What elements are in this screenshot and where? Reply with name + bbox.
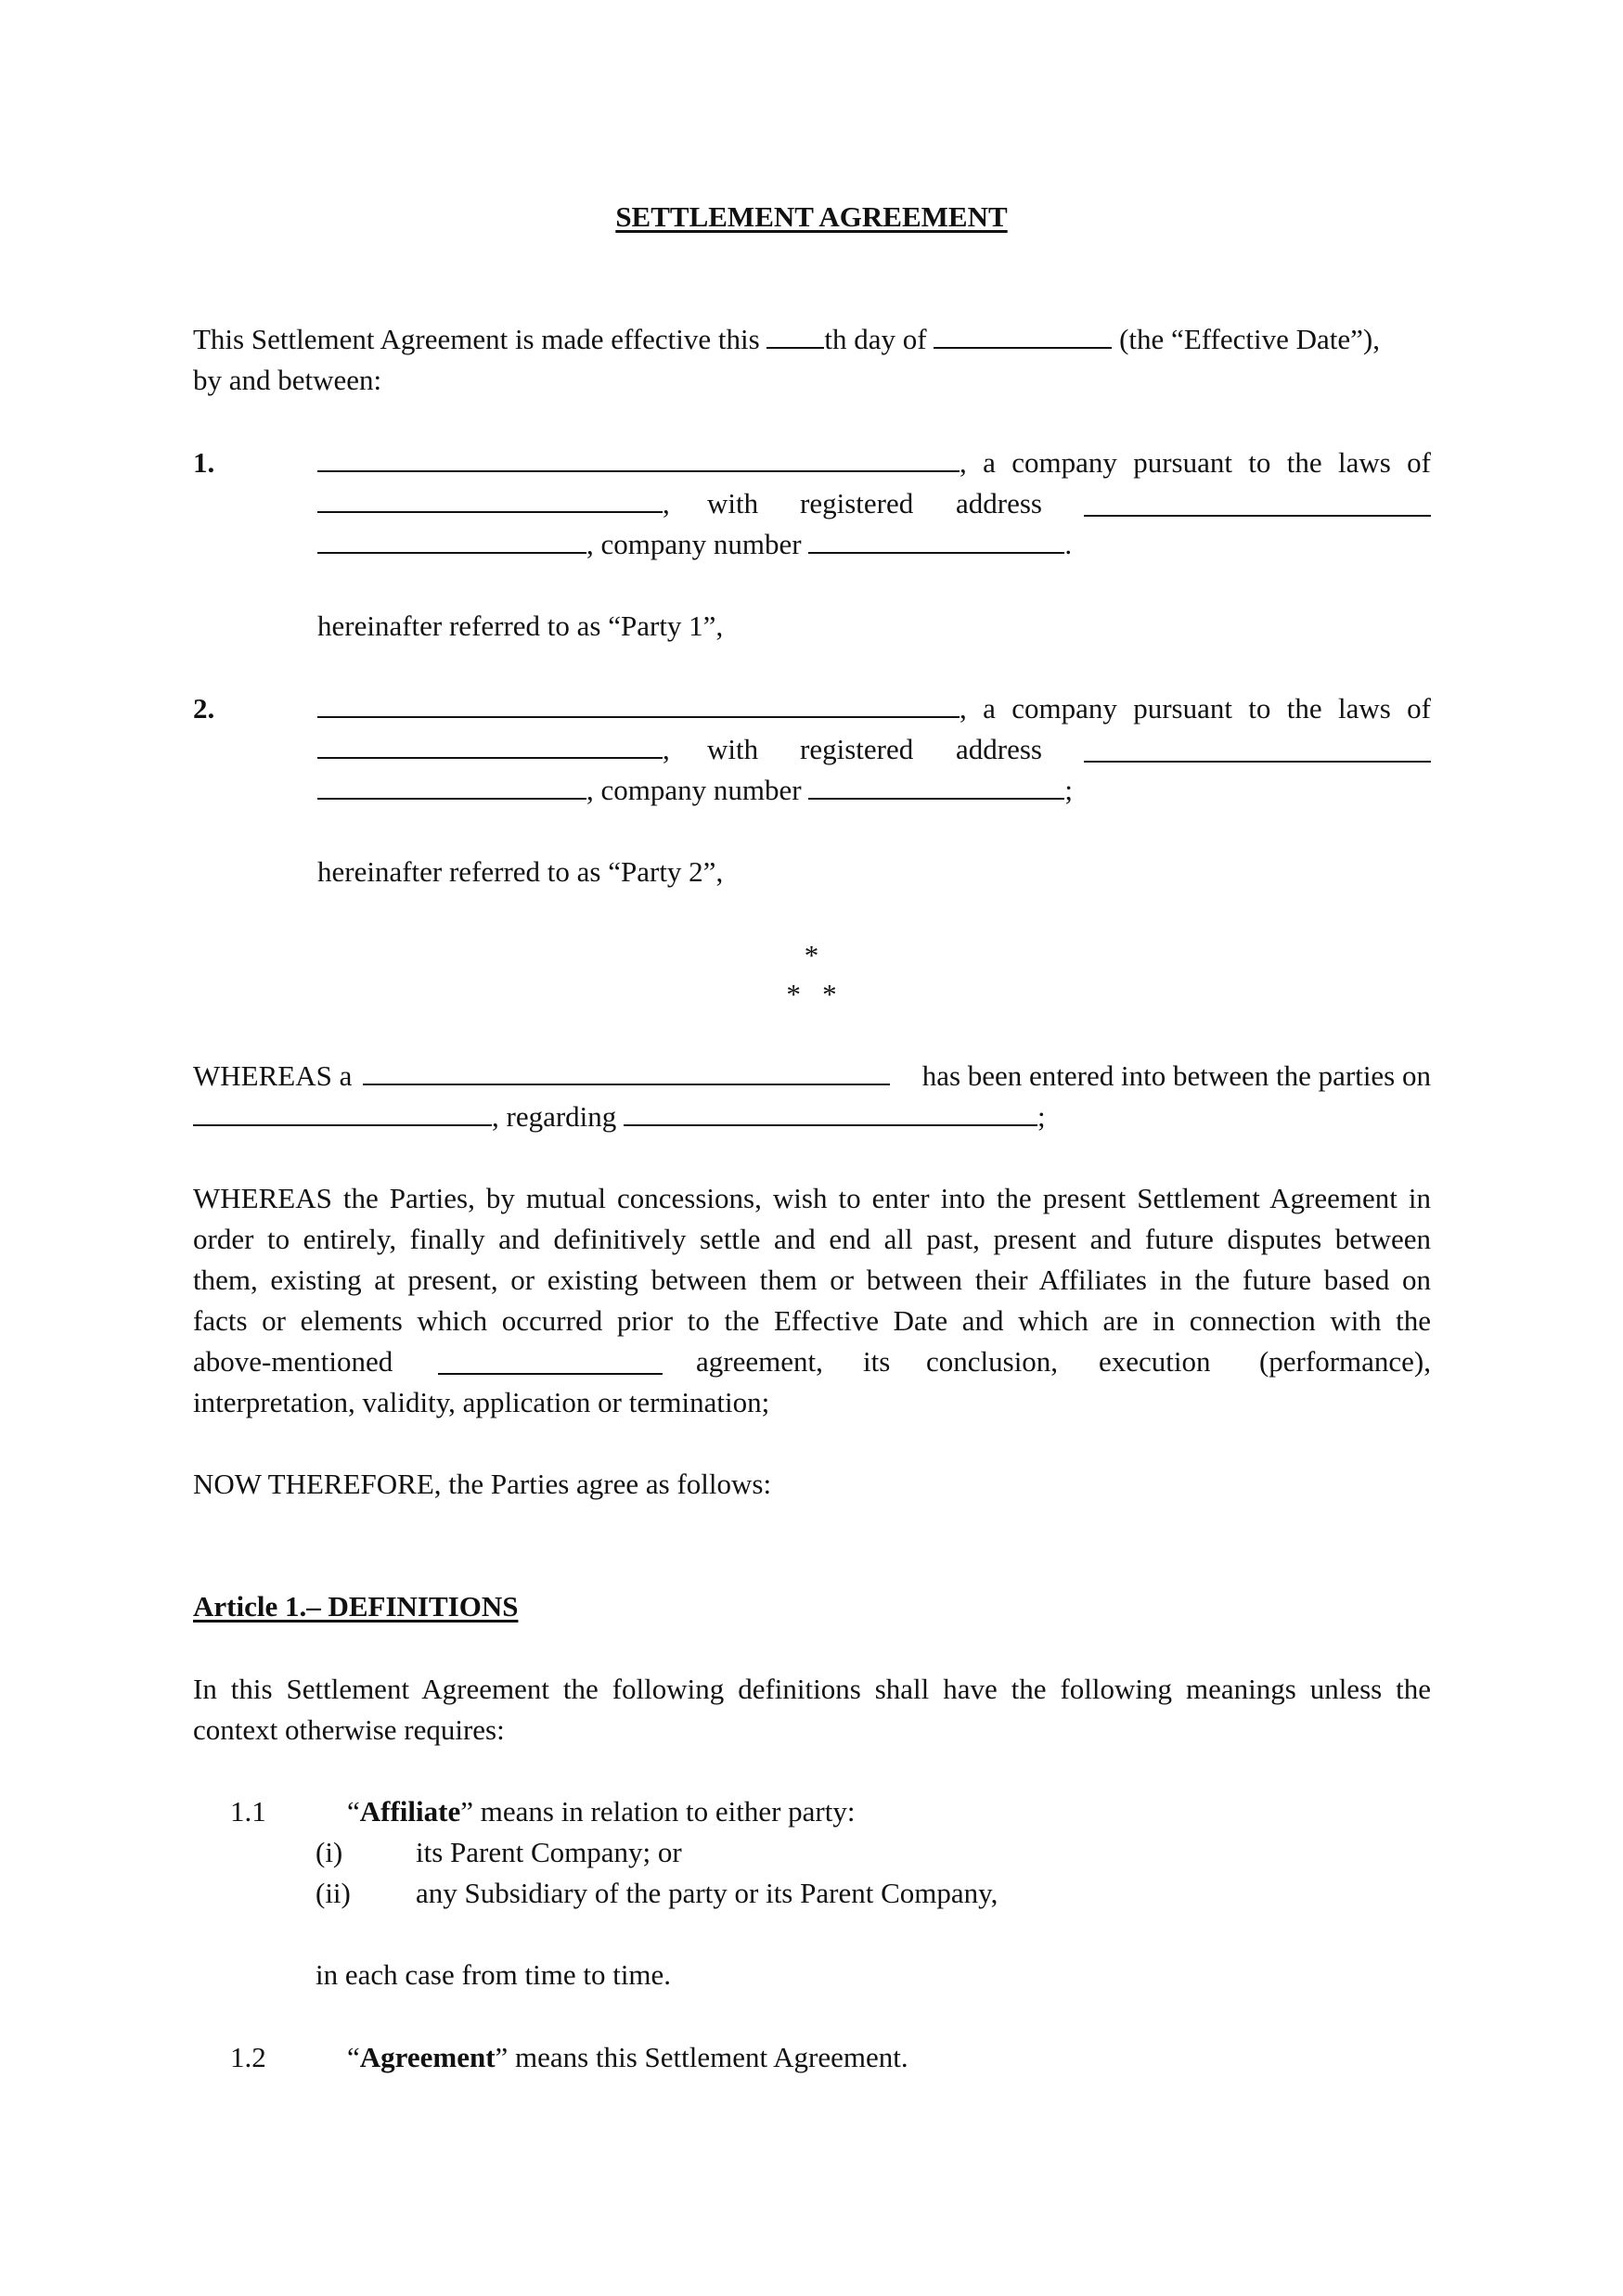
party1-address-blank-2[interactable] xyxy=(317,524,586,554)
party2-address-blank-2[interactable] xyxy=(317,770,586,800)
whereas2-line-5 xyxy=(193,1341,1431,1382)
party2-country-blank[interactable] xyxy=(317,729,663,759)
party1-country-blank[interactable] xyxy=(317,483,663,513)
whereas2-word-its: its xyxy=(863,1345,891,1378)
party1-company-number-blank[interactable] xyxy=(808,524,1064,554)
party1-address: address xyxy=(956,487,1042,519)
intro-text-2: th day of xyxy=(824,323,927,355)
whereas2-word-conclusion: conclusion, xyxy=(926,1345,1059,1378)
party1-referred: hereinafter referred to as “Party 1”, xyxy=(317,609,724,642)
party2-with: with xyxy=(707,733,759,765)
whereas2-word-agreement: agreement, xyxy=(696,1345,823,1378)
party1-line-3 xyxy=(317,524,1072,565)
party2-address: address xyxy=(956,733,1042,765)
whereas2-word-execution: execution xyxy=(1099,1345,1211,1378)
party1-number: 1. xyxy=(193,446,215,479)
party1-laws-text: , a company pursuant to the laws of xyxy=(960,446,1431,479)
party2-address-blank[interactable] xyxy=(1084,733,1431,763)
whereas2-line-3: them, existing at present, or existing between them or between their Affiliates in the future based on xyxy=(193,1263,1431,1296)
intro-text-3: (the “Effective Date”), xyxy=(1119,323,1380,355)
party1-company-number-label: , company number xyxy=(586,528,802,560)
party1-with: with xyxy=(707,487,759,519)
article1-heading: Article 1.– DEFINITIONS xyxy=(193,1590,519,1623)
whereas1-start: WHEREAS a xyxy=(193,1059,353,1092)
party1-name-blank[interactable] xyxy=(317,443,960,472)
document-title: SETTLEMENT AGREEMENT xyxy=(615,200,1008,233)
def2-number: 1.2 xyxy=(230,2041,266,2073)
party2-end: ; xyxy=(1064,774,1073,806)
whereas2-line-4: facts or elements which occurred prior to the Effective Date and which are in connection with the xyxy=(193,1304,1431,1337)
def2-quote-open: “ xyxy=(347,2041,360,2073)
party2-comma: , xyxy=(663,733,670,765)
def1-term: Affiliate xyxy=(359,1795,461,1828)
whereas2-agreement-blank[interactable] xyxy=(438,1345,663,1375)
intro-line-1 xyxy=(193,319,1380,360)
party2-laws-text: , a company pursuant to the laws of xyxy=(960,692,1431,725)
def1-item2-text: any Subsidiary of the party or its Parent Company, xyxy=(416,1877,998,1909)
whereas1-agreement-blank[interactable] xyxy=(363,1056,890,1085)
party2-company-number-blank[interactable] xyxy=(808,770,1064,800)
whereas1-date-blank[interactable] xyxy=(193,1097,492,1126)
party2-line-2 xyxy=(317,729,1431,770)
def1-number: 1.1 xyxy=(230,1795,266,1828)
whereas2-word-performance: (performance), xyxy=(1258,1345,1431,1378)
day-blank[interactable] xyxy=(766,319,824,349)
article1-intro-line-1: In this Settlement Agreement the following definitions shall have the following meanings unless the xyxy=(193,1673,1431,1705)
now-therefore: NOW THEREFORE, the Parties agree as follows: xyxy=(193,1468,772,1500)
party1-line-2 xyxy=(317,483,1431,524)
def1-line xyxy=(347,1791,855,1832)
party2-registered: registered xyxy=(800,733,914,765)
party1-end: . xyxy=(1064,528,1073,560)
whereas1-middle: has been entered into between the parties on xyxy=(921,1059,1431,1092)
def2-line xyxy=(347,2037,908,2078)
whereas2-above-mentioned: above-mentioned xyxy=(193,1345,393,1378)
whereas1-regarding: , regarding xyxy=(492,1100,617,1133)
party2-line-3 xyxy=(317,770,1073,811)
party1-address-blank[interactable] xyxy=(1084,487,1431,517)
def1-item1-label: (i) xyxy=(316,1836,343,1868)
month-blank[interactable] xyxy=(934,319,1112,349)
intro-line-2: by and between: xyxy=(193,364,382,396)
party1-line-1 xyxy=(317,443,1431,483)
party2-number: 2. xyxy=(193,692,215,725)
party2-company-number-label: , company number xyxy=(586,774,802,806)
whereas1-regarding-blank[interactable] xyxy=(624,1097,1037,1126)
separator-stars-bottom: * * xyxy=(786,978,837,1010)
party2-name-blank[interactable] xyxy=(317,688,960,718)
intro-text-1: This Settlement Agreement is made effective this xyxy=(193,323,760,355)
def1-tail: in each case from time to time. xyxy=(316,1958,672,1991)
whereas1-line-1 xyxy=(193,1056,1431,1097)
whereas1-line-2 xyxy=(193,1097,1046,1137)
def1-quote-open: “ xyxy=(347,1795,360,1828)
whereas2-line-1: WHEREAS the Parties, by mutual concessions, wish to enter into the present Settlement Agreement in xyxy=(193,1182,1431,1214)
separator-star-top: * xyxy=(804,939,819,971)
def2-rest: ” means this Settlement Agreement. xyxy=(495,2041,908,2073)
party2-referred: hereinafter referred to as “Party 2”, xyxy=(317,855,724,888)
def1-item2-label: (ii) xyxy=(316,1877,351,1909)
party1-comma: , xyxy=(663,487,670,519)
whereas1-end: ; xyxy=(1037,1100,1046,1133)
article1-intro-line-2: context otherwise requires: xyxy=(193,1713,505,1746)
whereas2-line-2: order to entirely, finally and definitively settle and end all past, present and future disputes between xyxy=(193,1223,1431,1255)
def1-rest: ” means in relation to either party: xyxy=(460,1795,856,1828)
whereas2-line-6: interpretation, validity, application or termination; xyxy=(193,1386,770,1418)
party1-registered: registered xyxy=(800,487,914,519)
party2-line-1 xyxy=(317,688,1431,729)
def1-item1-text: its Parent Company; or xyxy=(416,1836,682,1868)
def2-term: Agreement xyxy=(359,2041,496,2073)
